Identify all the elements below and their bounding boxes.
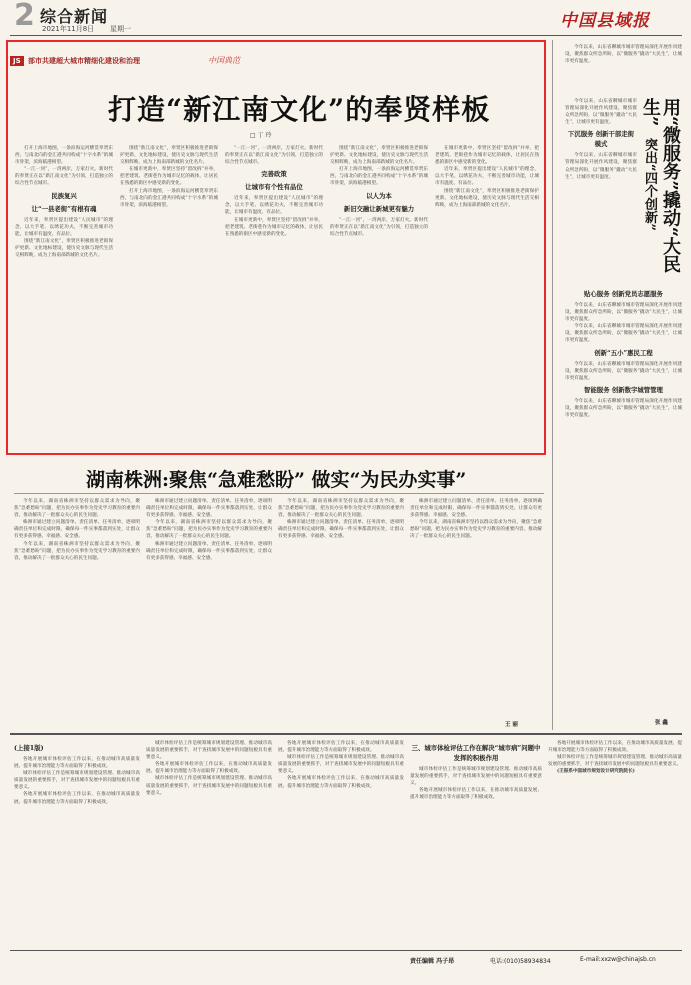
subhead: 下沉服务 创新干部走街模式 xyxy=(567,130,635,149)
sidebar-divider xyxy=(552,40,553,730)
subhead: 民族复兴 xyxy=(51,191,77,200)
paragraph: 今年以来，山东省聊城市城市管理局深化开展作风建设，聚焦群众所急所盼，以“微服务”撬动“大民生”，让城市更有温度。 xyxy=(565,398,682,419)
sidebar-headline: 用“微服务”撬动“大民生” xyxy=(640,98,681,274)
feature-title: 打造“新江南文化”的奉贤样板 xyxy=(108,93,491,126)
paragraph: 株洲市通过建立问题清单、责任清单、任务清单，逐项明确责任单位和完成时限，确保每一件实事都落到实处，让群众有更多获得感、幸福感、安全感。 xyxy=(146,541,272,561)
issue-date: 2021年11月8日 xyxy=(42,25,95,33)
feature-column-2 xyxy=(120,145,218,445)
paragraph: 围绕“新江南文化”，奉贤区积极推进老街保护更新、文化地标建设，使历史文脉与现代生活交相辉映，成为上海南部新城的文化名片。 xyxy=(435,188,539,208)
paragraph: 今年以来，湖南省株洲市坚持以群众需求为导向，聚焦“急难愁盼”问题，把为民办实事作为党史学习教育的重要内容，推动解决了一批群众关心的民生问题。 xyxy=(14,499,140,519)
paragraph: “一江一河”，一湾两岸，万家灯火。新时代的奉贤正在以“新江南文化”为引领，打造独立的综合性节点城市。 xyxy=(15,167,113,187)
paragraph: 各地开展城市体检评估工作以来，在推动城市高质量发展、提升城市治理能力等方面取得了积极成效。 xyxy=(146,762,272,775)
feature-tag: JS xyxy=(10,56,24,66)
paragraph: 在城市更新中，奉贤区坚持“留改拆”并举，把老建筑、老街巷作为城市记忆的载体，让居民在熟悉的街区中感受新的变化。 xyxy=(120,167,218,187)
paragraph: 各地开展城市体检评估工作以来，在推动城市高质量发展、提升城市治理能力等方面取得了积极成效。 xyxy=(278,776,404,789)
sidebar-headline-block xyxy=(640,98,682,283)
paragraph: 围绕“新江南文化”，奉贤区积极推进老街保护更新、文化地标建设，使历史文脉与现代生活交相辉映，成为上海南部新城的文化名片。 xyxy=(15,238,113,259)
news2-column-2 xyxy=(146,498,272,730)
section-name: 综合新闻 xyxy=(40,7,109,26)
footer-editor: 责任编辑 冯子昂 xyxy=(410,958,455,965)
paragraph: 在城市更新中，奉贤区坚持“留改拆”并举，把老建筑、老街巷作为城市记忆的载体，让居民在熟悉的街区中感受新的变化。 xyxy=(435,146,539,166)
subhead: 让城市有个性有品位 xyxy=(245,183,303,192)
paragraph: 城市体检评估工作是统筹城市规划建设管理、推动城市高质量发展的重要抓手，对于查找城市发展中的问题短板具有重要意义。 xyxy=(548,755,682,768)
paragraph: 各地开展城市体检评估工作以来，在推动城市高质量发展、提升城市治理能力等方面取得了积极成效。 xyxy=(14,757,140,770)
paragraph: 今年以来，湖南省株洲市坚持以群众需求为导向，聚焦“急难愁盼”问题，把为民办实事作为党史学习教育的重要内容，推动解决了一批群众关心的民生问题。 xyxy=(410,520,542,540)
paragraph: 在城市更新中，奉贤区坚持“留改拆”并举，把老建筑、老街巷作为城市记忆的载体，让居民在熟悉的街区中感受新的变化。 xyxy=(225,217,323,237)
paragraph: 今年以来，湖南省株洲市坚持以群众需求为导向，聚焦“急难愁盼”问题，把为民办实事作为党史学习教育的重要内容，推动解决了一批群众关心的民生问题。 xyxy=(146,520,272,540)
feature-author: □ 丁 玲 xyxy=(250,132,272,139)
subhead: 以人为本 xyxy=(366,191,392,200)
sidebar-headline-note: 突出“四个创新” xyxy=(642,138,657,231)
bottom-column-5 xyxy=(548,740,682,940)
page-header xyxy=(0,0,691,36)
paragraph: 今年以来，山东省聊城市城市管理局深化开展作风建设，聚焦群众所急所盼，以“微服务”撬动“大民生”，让城市更有温度。 xyxy=(565,361,682,381)
paragraph: 城市体检评估工作是统筹城市规划建设管理、推动城市高质量发展的重要抓手，对于查找城市发展中的问题短板具有重要意义。 xyxy=(14,771,140,791)
news2-column-3 xyxy=(278,498,404,730)
paragraph: 近年来，奉贤区提出建设“人民城市”的理念，以大手笔、以绣花功夫，不断完善城市功能，让城市有温度、有品位。 xyxy=(435,167,539,187)
paragraph: 各地开展城市体检评估工作以来，在推动城市高质量发展、提升城市治理能力等方面取得了积极成效。 xyxy=(548,741,682,754)
feature-column-1 xyxy=(15,145,113,445)
paragraph: 各地开展城市体检评估工作以来，在推动城市高质量发展、提升城市治理能力等方面取得了积极成效。 xyxy=(278,741,404,754)
paragraph: 株洲市通过建立问题清单、责任清单、任务清单，逐项明确责任单位和完成时限，确保每一件实事都落到实处，让群众有更多获得感、幸福感、安全感。 xyxy=(410,499,542,519)
paragraph: 城市体检评估工作是统筹城市规划建设管理、推动城市高质量发展的重要抓手，对于查找城市发展中的问题短板具有重要意义。 xyxy=(146,776,272,796)
sidebar-column xyxy=(565,98,637,283)
subhead: 新旧交融让新城更有魅力 xyxy=(343,204,415,213)
sidebar-author: 张 鑫 xyxy=(655,720,668,726)
feature-column-4 xyxy=(330,145,428,445)
bottom-column-2 xyxy=(146,740,272,940)
paragraph: 打开上海市地图，一条滨海运河横贯奉贤东西，与南北向的金汇港共同构成“十字水系”的城市骨架，滨海临港相望。 xyxy=(15,146,113,166)
paragraph: 城市体检评估工作是统筹城市规划建设管理、推动城市高质量发展的重要抓手，对于查找城市发展中的问题短板具有重要意义。 xyxy=(278,755,404,775)
paragraph: 株洲市通过建立问题清单、责任清单、任务清单，逐项明确责任单位和完成时限，确保每一件实事都落到实处，让群众有更多获得感、幸福感、安全感。 xyxy=(146,499,272,519)
paragraph: “一江一河”，一湾两岸，万家灯火。新时代的奉贤正在以“新江南文化”为引领，打造独立的综合性节点城市。 xyxy=(330,217,428,237)
paragraph: 株洲市通过建立问题清单、责任清单、任务清单，逐项明确责任单位和完成时限，确保每一件实事都落到实处，让群众有更多获得感、幸福感、安全感。 xyxy=(278,520,404,540)
subhead: 智能服务 创新数字城管管理 xyxy=(584,385,663,394)
news2-column-1 xyxy=(14,498,140,730)
paragraph: 今年以来，山东省聊城市城市管理局深化开展作风建设，聚焦群众所急所盼，以“微服务”撬动“大民生”，让城市更有温度。 xyxy=(565,153,637,180)
paragraph: 围绕“新江南文化”，奉贤区积极推进老街保护更新、文化地标建设，使历史文脉与现代生活交相辉映，成为上海南部新城的文化名片。 xyxy=(330,146,428,166)
paragraph: “一江一河”，一湾两岸，万家灯火。新时代的奉贤正在以“新江南文化”为引领，打造独立的综合性节点城市。 xyxy=(225,146,323,166)
paragraph: 今年以来，湖南省株洲市坚持以群众需求为导向，聚焦“急难愁盼”问题，把为民办实事作为党史学习教育的重要内容，推动解决了一批群众关心的民生问题。 xyxy=(14,541,140,561)
feature-column-5 xyxy=(435,145,539,445)
bottom-column-4 xyxy=(410,740,542,940)
footer-divider xyxy=(10,950,682,951)
subhead: 创新“五小”惠民工程 xyxy=(594,348,653,357)
paragraph: 今年以来，山东省聊城市城市管理局深化开展作风建设，聚焦群众所急所盼，以“微服务”撬动“大民生”，让城市更有温度。 xyxy=(565,324,682,344)
news2-column-4 xyxy=(410,498,542,716)
news2-divider xyxy=(14,493,544,494)
paragraph: 城市体检评估工作是统筹城市规划建设管理、推动城市高质量发展的重要抓手，对于查找城市发展中的问题短板具有重要意义。 xyxy=(146,741,272,761)
paragraph: 今年以来，山东省聊城市城市管理局深化开展作风建设，聚焦群众所急所盼，以“微服务”撬动“大民生”，让城市更有温度。 xyxy=(565,303,682,323)
paragraph: 各地开展城市体检评估工作以来，在推动城市高质量发展、提升城市治理能力等方面取得了积极成效。 xyxy=(410,788,542,801)
feature-banner xyxy=(10,56,410,68)
subhead: 完善政策 xyxy=(261,170,287,179)
feature-banner-note: 中国典范 xyxy=(208,56,240,65)
bottom-column-1 xyxy=(14,740,140,940)
news2-title: 湖南株洲:聚焦“急难愁盼” 做实“为民办实事” xyxy=(86,469,467,491)
paragraph: 城市体检评估工作是统筹城市规划建设管理、推动城市高质量发展的重要抓手，对于查找城市发展中的问题短板具有重要意义。 xyxy=(410,767,542,787)
news2-author: 王 丽 xyxy=(505,722,518,728)
header-divider xyxy=(10,35,682,36)
bottom-heading: 三、城市体检评估工作在解决“城市病”问题中发挥的积极作用 xyxy=(411,744,541,762)
bottom-source: (王振系中国城市规划设计研究院院长) xyxy=(557,769,635,775)
paragraph: 近年来，奉贤区提出建设“人民城市”的理念，以大手笔、以绣花功夫，不断完善城市功能，让城市有温度、有品位。 xyxy=(15,217,113,237)
subhead: 贴心服务 创新党员志愿服务 xyxy=(584,290,663,298)
footer-phone: 电话:(010)58934834 xyxy=(490,958,551,965)
footer-email[interactable]: E-mail:xxzw@chinajsb.cn xyxy=(580,956,656,963)
feature-column-3 xyxy=(225,145,323,445)
issue-weekday: 星期一 xyxy=(110,25,131,33)
sidebar-intro xyxy=(565,44,682,94)
paragraph: 打开上海市地图，一条滨海运河横贯奉贤东西，与南北向的金汇港共同构成“十字水系”的城市骨架，滨海临港相望。 xyxy=(330,167,428,187)
paragraph: 株洲市通过建立问题清单、责任清单、任务清单，逐项明确责任单位和完成时限，确保每一件实事都落到实处，让群众有更多获得感、幸福感、安全感。 xyxy=(14,520,140,540)
paragraph: 今年以来，山东省聊城市城市管理局深化开展作风建设，聚焦群众所急所盼，以“微服务”撬动“大民生”，让城市更有温度。 xyxy=(565,45,682,65)
paragraph: 打开上海市地图，一条滨海运河横贯奉贤东西，与南北向的金汇港共同构成“十字水系”的城市骨架，滨海临港相望。 xyxy=(120,188,218,208)
sidebar-column-lower xyxy=(565,286,682,726)
paragraph: 近年来，奉贤区提出建设“人民城市”的理念，以大手笔、以绣花功夫，不断完善城市功能，让城市有温度、有品位。 xyxy=(225,196,323,216)
masthead-logo: 中国县域报 xyxy=(560,11,650,31)
bottom-heading: (上接1版) xyxy=(14,744,44,752)
paragraph: 今年以来，湖南省株洲市坚持以群众需求为导向，聚焦“急难愁盼”问题，把为民办实事作为党史学习教育的重要内容，推动解决了一批群众关心的民生问题。 xyxy=(278,499,404,519)
paragraph: 各地开展城市体检评估工作以来，在推动城市高质量发展、提升城市治理能力等方面取得了积极成效。 xyxy=(14,792,140,805)
feature-banner-text: 部市共建超大城市精细化建设和治理 xyxy=(28,57,140,65)
page-number: 2 xyxy=(14,0,35,33)
paragraph: 今年以来，山东省聊城市城市管理局深化开展作风建设，聚焦群众所急所盼，以“微服务”撬动“大民生”，让城市更有温度。 xyxy=(565,99,637,126)
bottom-column-3 xyxy=(278,740,404,940)
bottom-divider xyxy=(10,733,682,735)
subhead: 让“一县老街”有根有魂 xyxy=(31,204,97,213)
paragraph: 围绕“新江南文化”，奉贤区积极推进老街保护更新、文化地标建设，使历史文脉与现代生活交相辉映，成为上海南部新城的文化名片。 xyxy=(120,146,218,166)
